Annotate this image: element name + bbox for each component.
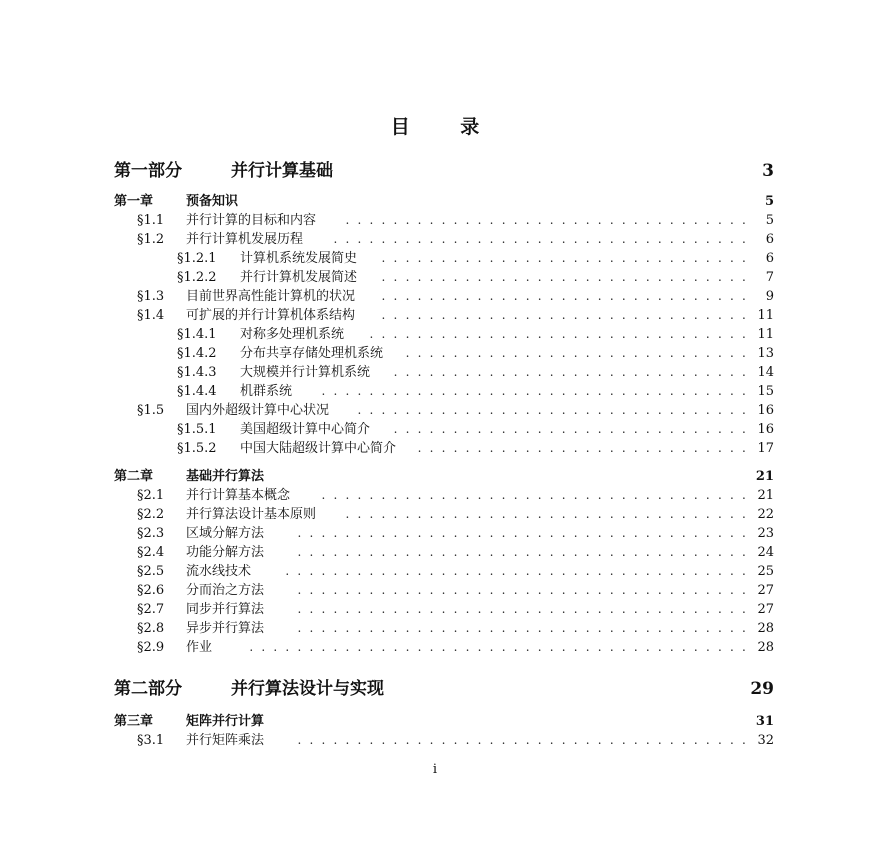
toc-entry[interactable] xyxy=(0,581,870,600)
toc-entry-number: §1.5.2 xyxy=(177,441,217,456)
dot-leader: ...................................... xyxy=(297,602,754,616)
toc-entry-title: 分而治之方法 xyxy=(186,583,265,598)
toc-entry-page: 21 xyxy=(755,469,774,484)
toc-entry[interactable] xyxy=(0,505,870,524)
toc-entry-number: §1.4 xyxy=(137,308,165,323)
toc-entry-title: 可扩展的并行计算机体系结构 xyxy=(186,308,356,323)
dot-leader: .................................... xyxy=(321,488,754,502)
dot-leader: ............................ xyxy=(417,441,754,455)
dot-leader: ....................................... xyxy=(285,564,754,578)
dot-leader: ...................................... xyxy=(297,526,754,540)
toc-entry-number: §1.2.1 xyxy=(177,251,217,266)
page-title: 目 录 xyxy=(390,116,502,138)
toc-entry-number: §2.5 xyxy=(137,564,165,579)
toc-entry[interactable] xyxy=(0,439,870,458)
toc-entry-title: 分布共享存储处理机系统 xyxy=(240,346,384,361)
toc-entry-title: 流水线技术 xyxy=(186,564,252,579)
toc-entry-page: 29 xyxy=(750,679,774,699)
dot-leader: .................................. xyxy=(345,507,754,521)
toc-entry-title: 并行矩阵乘法 xyxy=(186,733,265,748)
toc-entry[interactable] xyxy=(0,486,870,505)
toc-entry-page: 13 xyxy=(757,346,774,361)
toc-entry-page: 17 xyxy=(757,441,774,456)
toc-entry-number: §2.6 xyxy=(137,583,165,598)
toc-entry[interactable] xyxy=(0,192,870,211)
dot-leader: ............................... xyxy=(381,270,754,284)
toc-entry-title: 预备知识 xyxy=(186,194,239,209)
toc-entry-page: 6 xyxy=(765,232,774,247)
toc-entry-title: 并行计算基本概念 xyxy=(186,488,291,503)
toc-entry-page: 16 xyxy=(757,422,774,437)
toc-entry-page: 21 xyxy=(757,488,774,503)
toc-entry-title: 并行算法设计基本原则 xyxy=(186,507,317,522)
toc-entry-number: §2.3 xyxy=(137,526,165,541)
toc-entry[interactable] xyxy=(0,287,870,306)
toc-entry-number: 第二部分 xyxy=(114,679,182,699)
dot-leader: ...................................... xyxy=(297,621,754,635)
toc-entry-number: §1.5 xyxy=(137,403,165,418)
toc-entry-page: 9 xyxy=(765,289,774,304)
toc-entry-title: 中国大陆超级计算中心简介 xyxy=(240,441,397,456)
toc-entry-number: §1.4.1 xyxy=(177,327,217,342)
toc-entry[interactable] xyxy=(0,467,870,486)
toc-entry[interactable] xyxy=(0,211,870,230)
toc-entry-number: §2.4 xyxy=(137,545,165,560)
dot-leader: .......................................... xyxy=(249,640,754,654)
toc-entry-number: §1.1 xyxy=(137,213,165,228)
dot-leader: ...................................... xyxy=(297,583,754,597)
toc-entry-number: 第二章 xyxy=(114,469,154,484)
dot-leader: .............................. xyxy=(393,365,754,379)
toc-entry[interactable] xyxy=(0,306,870,325)
dot-leader: ............................... xyxy=(381,251,754,265)
toc-entry-page: 25 xyxy=(757,564,774,579)
toc-entry-title: 同步并行算法 xyxy=(186,602,265,617)
dot-leader: ............................. xyxy=(405,346,754,360)
toc-entry-page: 28 xyxy=(757,621,774,636)
toc-entry[interactable] xyxy=(0,600,870,619)
dot-leader: ............................... xyxy=(381,289,754,303)
toc-entry-page: 24 xyxy=(757,545,774,560)
toc-entry-title: 作业 xyxy=(186,640,213,655)
toc-entry[interactable] xyxy=(0,420,870,439)
dot-leader: .................................... xyxy=(321,384,754,398)
toc-entry-page: 11 xyxy=(757,308,774,323)
toc-entry-page: 28 xyxy=(757,640,774,655)
toc-entry-page: 27 xyxy=(757,583,774,598)
toc-entry[interactable] xyxy=(0,562,870,581)
toc-entry-number: §1.4.3 xyxy=(177,365,217,380)
toc-entry[interactable] xyxy=(0,268,870,287)
toc-entry[interactable] xyxy=(0,325,870,344)
toc-entry-number: 第一章 xyxy=(114,194,154,209)
toc-entry[interactable] xyxy=(0,619,870,638)
toc-entry-title: 并行计算机发展简述 xyxy=(240,270,358,285)
toc-entry[interactable] xyxy=(0,401,870,420)
toc-entry-title: 并行算法设计与实现 xyxy=(231,679,384,699)
toc-entry-title: 大规模并行计算机系统 xyxy=(240,365,371,380)
toc-entry-title: 基础并行算法 xyxy=(186,469,265,484)
toc-entry[interactable] xyxy=(0,249,870,268)
toc-entry-number: §1.5.1 xyxy=(177,422,217,437)
toc-entry[interactable] xyxy=(0,676,870,702)
dot-leader: ............................... xyxy=(381,308,754,322)
dot-leader: .................................. xyxy=(345,213,754,227)
toc-entry-page: 15 xyxy=(757,384,774,399)
toc-entry-number: §2.2 xyxy=(137,507,165,522)
dot-leader: ...................................... xyxy=(297,733,754,747)
toc-entry-title: 并行计算的目标和内容 xyxy=(186,213,317,228)
toc-entry-number: §3.1 xyxy=(137,733,165,748)
toc-entry[interactable] xyxy=(0,731,870,750)
toc-entry[interactable] xyxy=(0,230,870,249)
toc-entry-page: 23 xyxy=(757,526,774,541)
toc-entry-number: §1.3 xyxy=(137,289,165,304)
toc-entry[interactable] xyxy=(0,524,870,543)
toc-entry-page: 22 xyxy=(757,507,774,522)
dot-leader: ................................ xyxy=(369,327,754,341)
dot-leader: ................................... xyxy=(333,232,754,246)
toc-entry[interactable] xyxy=(0,638,870,657)
toc-entry-number: §1.2.2 xyxy=(177,270,217,285)
toc-entry-title: 并行计算基础 xyxy=(231,161,333,181)
toc-entry[interactable] xyxy=(0,363,870,382)
toc-entry-title: 功能分解方法 xyxy=(186,545,265,560)
toc-entry-title: 计算机系统发展简史 xyxy=(240,251,358,266)
toc-entry-number: §2.7 xyxy=(137,602,165,617)
toc-entry-number: §2.8 xyxy=(137,621,165,636)
toc-entry-title: 并行计算机发展历程 xyxy=(186,232,304,247)
toc-entry-title: 对称多处理机系统 xyxy=(240,327,345,342)
toc-entry[interactable] xyxy=(0,712,870,731)
toc-entry-page: 5 xyxy=(765,213,774,228)
toc-entry[interactable] xyxy=(0,543,870,562)
toc-entry[interactable] xyxy=(0,382,870,401)
toc-entry-number: §2.1 xyxy=(137,488,165,503)
toc-entry-title: 机群系统 xyxy=(240,384,293,399)
toc-entry-page: 16 xyxy=(757,403,774,418)
toc-entry-page: 14 xyxy=(757,365,774,380)
toc-entry-title: 区域分解方法 xyxy=(186,526,265,541)
toc-entry-number: §2.9 xyxy=(137,640,165,655)
toc-entry-number: §1.2 xyxy=(137,232,165,247)
toc-entry[interactable] xyxy=(0,158,870,184)
toc-entry-page: 3 xyxy=(762,161,774,181)
toc-entry-number: 第一部分 xyxy=(114,161,182,181)
toc-entry-number: 第三章 xyxy=(114,714,154,729)
toc-entry-title: 国内外超级计算中心状况 xyxy=(186,403,330,418)
toc-entry-number: §1.4.4 xyxy=(177,384,217,399)
toc-entry-page: 32 xyxy=(757,733,774,748)
dot-leader: .............................. xyxy=(393,422,754,436)
toc-entry-page: 7 xyxy=(765,270,774,285)
toc-entry-title: 美国超级计算中心简介 xyxy=(240,422,371,437)
toc-entry-title: 矩阵并行计算 xyxy=(186,714,265,729)
dot-leader: ................................. xyxy=(357,403,754,417)
toc-entry-number: §1.4.2 xyxy=(177,346,217,361)
toc-entry[interactable] xyxy=(0,344,870,363)
toc-entry-page: 5 xyxy=(764,194,774,209)
toc-entry-title: 异步并行算法 xyxy=(186,621,265,636)
toc-entry-page: 11 xyxy=(757,327,774,342)
toc-entry-page: 27 xyxy=(757,602,774,617)
page-number: i xyxy=(432,762,438,777)
toc-entry-page: 6 xyxy=(765,251,774,266)
dot-leader: ...................................... xyxy=(297,545,754,559)
toc-entry-title: 目前世界高性能计算机的状况 xyxy=(186,289,356,304)
toc-entry-page: 31 xyxy=(755,714,774,729)
